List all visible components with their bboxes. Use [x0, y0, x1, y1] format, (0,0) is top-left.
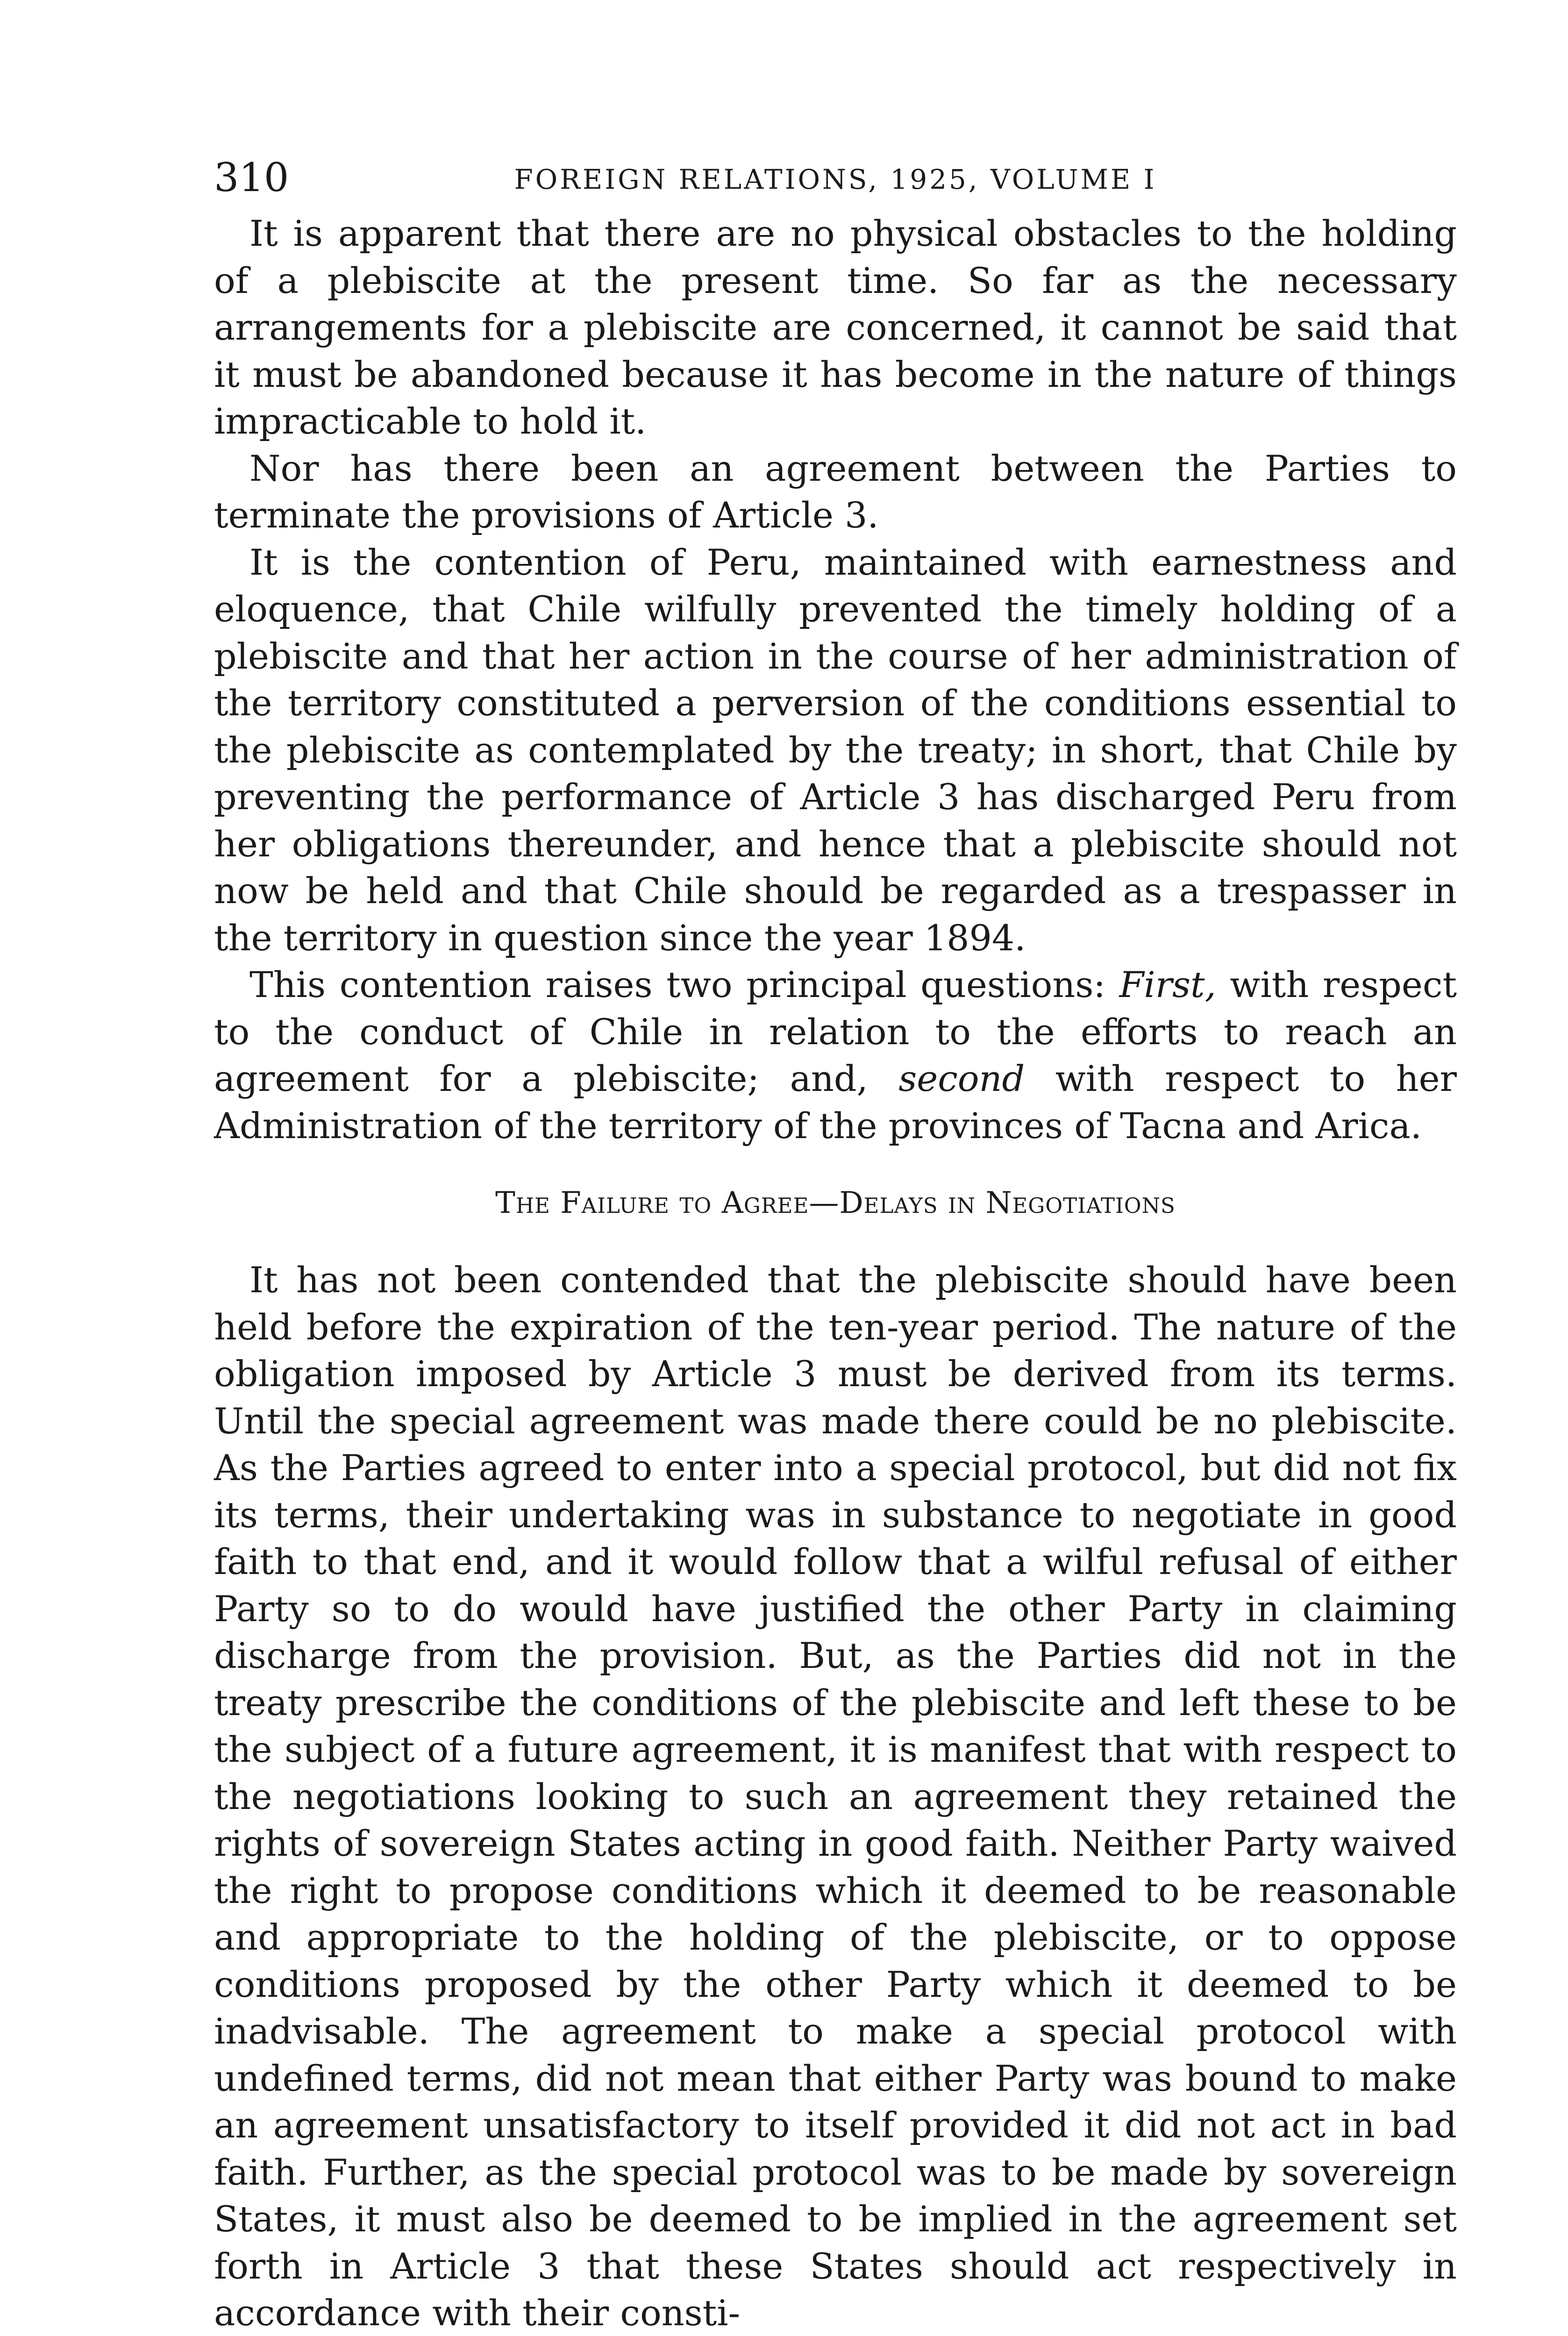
- paragraph: Nor has there been an agreement between the Parties to terminate the provisions of Article 3.: [214, 447, 1457, 536]
- paragraph: It has not been contended that the plebiscite should have been held before the expiration of the ten-year period. The nature of the obligation imposed by Article 3 must be derived from its terms. Until the special agreement was made there could be no plebiscite. As the Parties agreed to enter into a special protocol, but did not fix its terms, their undertaking was in substance to negotiate in good faith to that end, and it would follow that a wilful refusal of either Party so to do would have justified the other Party in claiming discharge from the provision. But, as the Parties did not in the treaty prescribe the conditions of the plebiscite and left these to be the subject of a future agreement, it is manifest that with respect to the negotiations looking to such an agreement they retained the rights of sovereign States acting in good faith. Neither Party waived the right to propose conditions which it deemed to be reasonable and appropriate to the holding of the plebiscite, or to oppose conditions proposed by the other Party which it deemed to be inadvisable. The agreement to make a special protocol with undefined terms, did not mean that either Party was bound to make an agreement unsatisfactory to itself provided it did not act in bad faith. Further, as the special protocol was to be made by sovereign States, it must also be deemed to be implied in the agreement set forth in Article 3 that these States should act respectively in accordance with their consti-: [214, 1259, 1457, 2334]
- body-text: [214, 210, 1457, 2336]
- paragraph-text: with respect to the conduct of Chile in relation to the efforts to reach an agreement for a plebiscite; and,: [214, 964, 1457, 1099]
- emphasis-second: second: [898, 1058, 1025, 1099]
- running-header: [214, 154, 1457, 210]
- document-page: [214, 154, 1457, 2336]
- running-title: FOREIGN RELATIONS, 1925, VOLUME I: [514, 164, 1157, 195]
- paragraph-text: with respect to her Administration of the territory of the provinces of Tacna and Arica.: [214, 1058, 1457, 1147]
- emphasis-first: First,: [1119, 964, 1216, 1005]
- paragraph: [214, 961, 1457, 1149]
- page-number: 310: [214, 155, 289, 200]
- section-heading: The Failure to Agree—Delays in Negotiations: [495, 1186, 1176, 1220]
- paragraph: It is the contention of Peru, maintained with earnestness and eloquence, that Chile wilfully prevented the timely holding of a plebiscite and that her action in the course of her administration of the territory constituted a perversion of the conditions essential to the plebiscite as contemplated by the treaty; in short, that Chile by preventing the performance of Article 3 has discharged Peru from her obligations thereunder, and hence that a plebiscite should not now be held and that Chile should be regarded as a trespasser in the territory in question since the year 1894.: [214, 541, 1457, 959]
- paragraph: It is apparent that there are no physical obstacles to the holding of a plebiscite at the present time. So far as the necessary arrangements for a plebiscite are concerned, it cannot be said that it must be abandoned because it has become in the nature of things impracticable to hold it.: [214, 213, 1457, 442]
- paragraph-text: This contention raises two principal questions:: [249, 964, 1119, 1005]
